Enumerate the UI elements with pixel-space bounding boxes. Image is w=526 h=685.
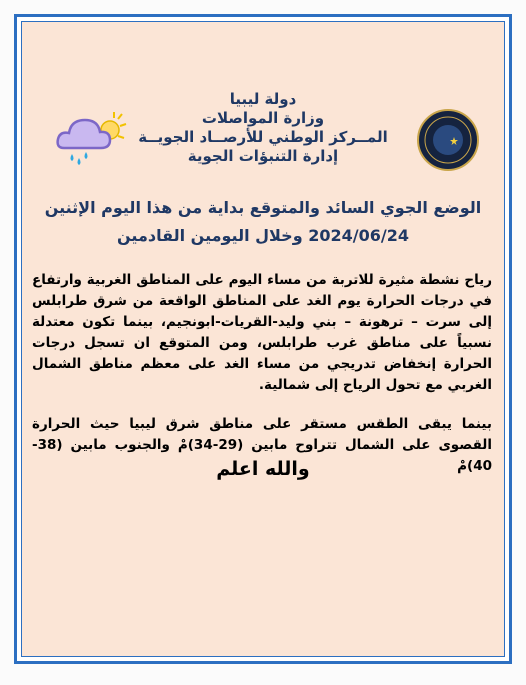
header-country: دولة ليبيا (229, 90, 297, 108)
closing-phrase: والله اعلم (216, 458, 310, 480)
ministry-header (110, 90, 416, 166)
forecast-paragraph-1: رياح نشطة مثيرة للاتربة من مساء اليوم على المناطق الغربية وارتفاع في درجات الحرارة يوم الغد على المناطق الواقعة من شرق طرابلس إلى سرت – ترهونة – بني وليد-القريات-ابونجيم، بينما تكون معتدلة نسبياً على مناطق غرب طرابلس، ومن المتوقع ان تسجل درجات الحرارة إنخفاض تدريجي من مساء الغد على معظم مناطق الشمال الغربي مع تحول الرياح إلى شمالية. (32, 272, 492, 393)
header-ministry: وزارة المواصلات (201, 109, 325, 127)
title-line-2: 2024/06/24 وخلال اليومين القادمين (117, 226, 409, 245)
bulletin-title (30, 194, 496, 250)
header-center: المــركز الوطني للأرصــاد الجويــة (138, 128, 388, 146)
header-department: إدارة التنبؤات الجوية (187, 147, 339, 165)
meteorology-center-logo (416, 108, 480, 172)
title-line-1: الوضع الجوي السائد والمتوقع بداية من هذا اليوم الإثنين (44, 198, 482, 217)
forecast-paragraph-2: بينما يبقى الطقس مستقر على مناطق شرق ليبيا حيث الحرارة القصوى على الشمال تتراوح مابين (29-34)مْ والجنوب مابين (38-40)مْ (32, 416, 492, 474)
